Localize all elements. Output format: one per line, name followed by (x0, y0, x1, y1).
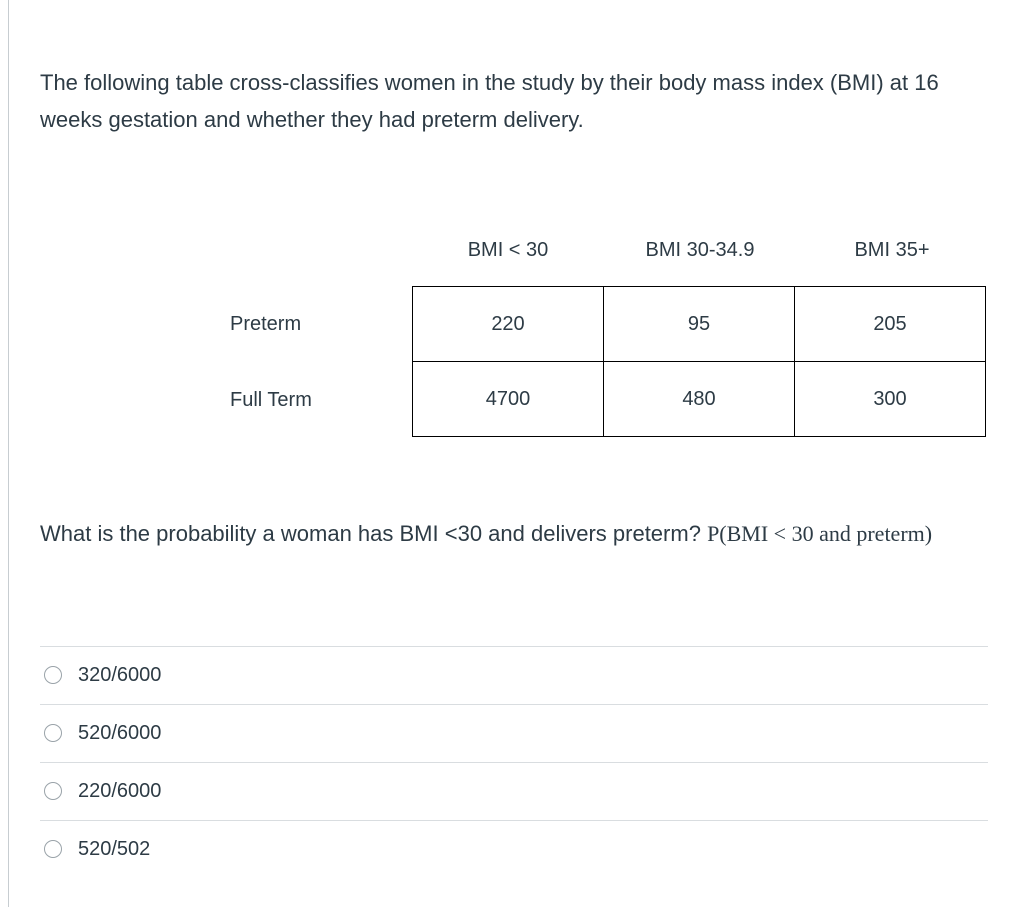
table-cell: 4700 (413, 362, 604, 437)
table-column-headers (0, 234, 1024, 266)
table-cell: 95 (604, 287, 795, 362)
table-cell: 300 (795, 362, 986, 437)
cross-classification-table (412, 286, 986, 437)
answer-option-2[interactable] (40, 704, 988, 762)
row-label-full-term: Full Term (230, 389, 312, 411)
table-cell: 480 (604, 362, 795, 437)
radio-button[interactable] (44, 724, 62, 742)
table-row (413, 287, 986, 362)
column-header-bmi-35-plus: BMI 35+ (854, 239, 930, 261)
table-cell: 220 (413, 287, 604, 362)
radio-button[interactable] (44, 666, 62, 684)
column-header-bmi-under-30: BMI < 30 (467, 239, 549, 261)
answer-option-4[interactable] (40, 820, 988, 878)
row-label-preterm: Preterm (230, 313, 302, 335)
radio-button[interactable] (44, 782, 62, 800)
question-text (40, 514, 1000, 554)
question-prompt: What is the probability a woman has BMI <30 and delivers preterm? (40, 521, 701, 546)
table-row (413, 362, 986, 437)
question-intro-text: The following table cross-classifies women in the study by their body mass index (BMI) at 16 weeks gestation and whether they had preterm delivery. (40, 70, 939, 132)
answer-label[interactable]: 520/502 (78, 838, 151, 860)
column-header-bmi-30-34-9: BMI 30-34.9 (645, 239, 755, 261)
answer-label[interactable]: 220/6000 (78, 780, 162, 802)
radio-button[interactable] (44, 840, 62, 858)
answer-option-1[interactable] (40, 646, 988, 704)
answer-label[interactable]: 520/6000 (78, 722, 162, 744)
answer-option-3[interactable] (40, 762, 988, 820)
table-cell: 205 (795, 287, 986, 362)
answer-list (40, 646, 988, 878)
question-math-expression: P(BMI < 30 and preterm) (707, 521, 933, 546)
answer-label[interactable]: 320/6000 (78, 664, 162, 686)
